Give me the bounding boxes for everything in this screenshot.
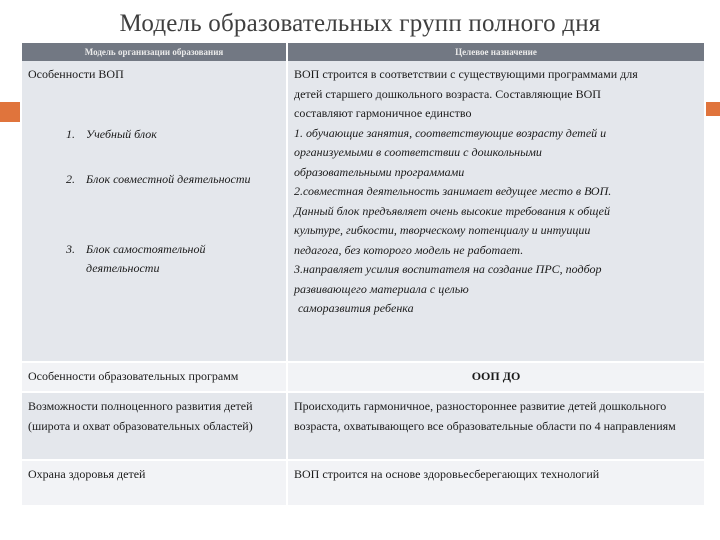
text-line: 3.направляет усилия воспитателя на создание ПРС, подбор	[294, 262, 602, 276]
text-line: составляют гармоничное единство	[294, 106, 472, 120]
accent-square-left	[0, 102, 20, 122]
text-line: 1. обучающие занятия, соответствующие возрасту детей и	[294, 125, 607, 140]
list-item: 3. Блок самостоятельной деятельности	[66, 241, 206, 275]
accent-square-right	[706, 102, 720, 116]
block-list	[28, 125, 280, 279]
table-row	[22, 61, 704, 362]
text-line: ВОП строится в соответствии с существующими программами для	[294, 67, 638, 81]
text-line: саморазвития ребенка	[298, 301, 414, 315]
text-line: детей старшего дошкольного возраста. Составляющие ВОП	[294, 86, 601, 101]
list-item: 2. Блок совместной деятельности	[66, 172, 251, 186]
row-features-right	[287, 61, 704, 362]
cell-program-features: Особенности образовательных программ	[22, 362, 287, 392]
row-features-left	[22, 61, 287, 362]
cell-health-desc: ВОП строится на основе здоровьесберегающих технологий	[287, 460, 704, 505]
column-header-model: Модель организации образования	[22, 43, 287, 61]
text-line: Данный блок предъявляет очень высокие требования к общей	[294, 203, 610, 218]
cell-oop-do: ООП ДО	[287, 362, 704, 392]
list-item: 1. Учебный блок	[66, 126, 157, 141]
text-line: 2.совместная деятельность занимает ведущее место в ВОП.	[294, 184, 612, 198]
page-title: Модель образовательных групп полного дня	[119, 10, 601, 37]
features-title: Особенности ВОП	[28, 67, 124, 81]
cell-development: Возможности полноценного развития детей (широта и охват образовательных областей)	[22, 392, 287, 460]
table-row	[22, 392, 704, 460]
text-line: педагога, без которого модель не работает.	[294, 242, 524, 257]
table-row	[22, 362, 704, 392]
table-header-row	[22, 43, 704, 61]
cell-health: Охрана здоровья детей	[22, 460, 287, 505]
text-line: организуемыми в соответствии с дошкольными	[294, 145, 542, 159]
text-line: развивающего материала с целью	[294, 281, 469, 296]
table-row	[22, 460, 704, 505]
text-line: образовательными программами	[294, 164, 465, 179]
cell-development-desc: Происходить гармоничное, разностороннее развитие детей дошкольного возраста, охватывающего все образовательные области по 4 направлениям	[287, 392, 704, 460]
text-line: культуре, гибкости, творческому потенциалу и интуиции	[294, 223, 591, 237]
column-header-purpose: Целевое назначение	[287, 43, 704, 61]
model-table	[22, 43, 704, 505]
